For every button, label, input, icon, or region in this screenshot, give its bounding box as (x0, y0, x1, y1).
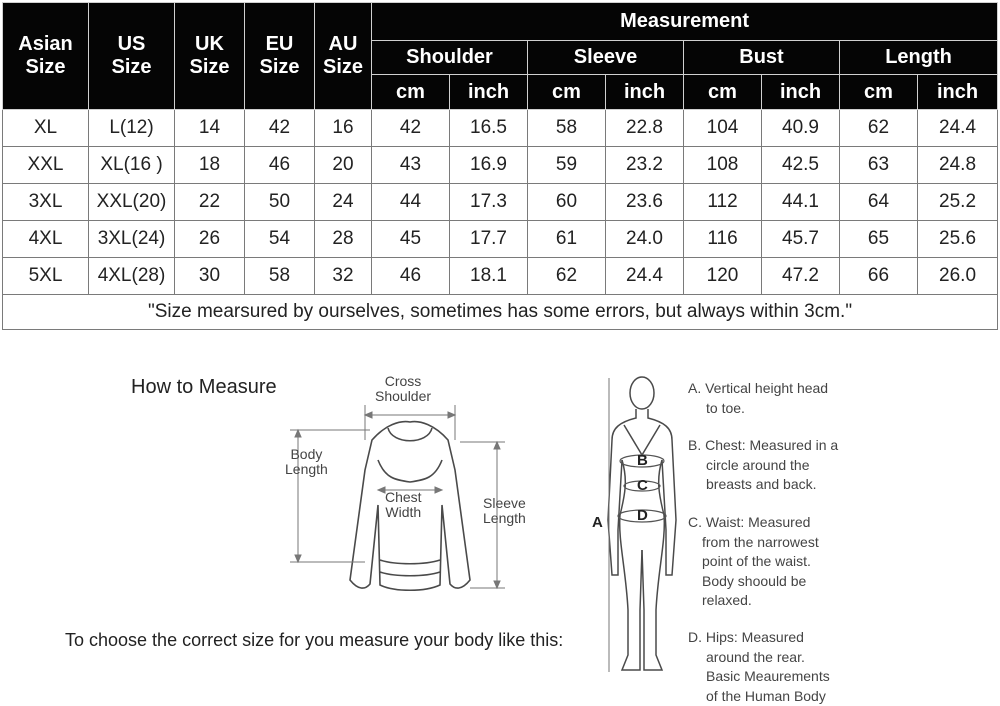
unit-header: cm (840, 75, 918, 110)
unit-header: inch (450, 75, 528, 110)
table-cell: 108 (684, 147, 762, 184)
header-uk-size: UK Size (175, 3, 245, 110)
unit-header: inch (606, 75, 684, 110)
table-cell: 45 (372, 221, 450, 258)
table-cell: 58 (528, 110, 606, 147)
table-cell: 104 (684, 110, 762, 147)
table-cell: 43 (372, 147, 450, 184)
choose-size-instruction: To choose the correct size for you measure your body like this: (65, 630, 564, 650)
header-eu-size: EU Size (245, 3, 315, 110)
table-cell: 20 (315, 147, 372, 184)
table-cell: 4XL(28) (89, 258, 175, 295)
table-cell: 23.2 (606, 147, 684, 184)
table-cell: 44 (372, 184, 450, 221)
sleeve-length-label: Sleeve Length (483, 495, 526, 526)
unit-header: cm (372, 75, 450, 110)
table-cell: 23.6 (606, 184, 684, 221)
unit-header: inch (918, 75, 998, 110)
table-cell: 16.9 (450, 147, 528, 184)
body-length-label: Body Length (285, 446, 328, 477)
table-cell: 16.5 (450, 110, 528, 147)
note-a: A. Vertical height head to toe. (688, 380, 829, 416)
table-cell: XXL (3, 147, 89, 184)
table-cell: 42.5 (762, 147, 840, 184)
table-cell: 42 (372, 110, 450, 147)
table-cell: 18 (175, 147, 245, 184)
table-cell: 61 (528, 221, 606, 258)
table-cell: XL (3, 110, 89, 147)
table-cell: 120 (684, 258, 762, 295)
header-us-size: US Size (89, 3, 175, 110)
table-cell: 22.8 (606, 110, 684, 147)
cross-shoulder-label: Cross Shoulder (375, 373, 432, 404)
table-cell: 17.7 (450, 221, 528, 258)
letter-b: B (637, 452, 648, 469)
letter-a: A (592, 514, 603, 531)
table-cell: 26 (175, 221, 245, 258)
table-cell: 24.8 (918, 147, 998, 184)
table-cell: 5XL (3, 258, 89, 295)
unit-header: cm (684, 75, 762, 110)
letter-c: C (637, 477, 648, 494)
table-cell: 63 (840, 147, 918, 184)
table-cell: 24.0 (606, 221, 684, 258)
table-cell: 64 (840, 184, 918, 221)
table-cell: 3XL (3, 184, 89, 221)
header-length: Length (840, 41, 998, 75)
table-cell: 25.6 (918, 221, 998, 258)
table-cell: 44.1 (762, 184, 840, 221)
table-cell: 62 (840, 110, 918, 147)
table-cell: 24.4 (918, 110, 998, 147)
unit-header: inch (762, 75, 840, 110)
header-bust: Bust (684, 41, 840, 75)
table-cell: 112 (684, 184, 762, 221)
header-au-size: AU Size (315, 3, 372, 110)
table-cell: 3XL(24) (89, 221, 175, 258)
header-sleeve: Sleeve (528, 41, 684, 75)
table-cell: 40.9 (762, 110, 840, 147)
letter-d: D (637, 507, 648, 524)
table-cell: 45.7 (762, 221, 840, 258)
header-asian-size: Asian Size (3, 3, 89, 110)
size-note: "Size mearsured by ourselves, sometimes has some errors, but always within 3cm." (3, 295, 998, 330)
table-cell: 46 (372, 258, 450, 295)
note-d: D. Hips: Measured around the rear. Basic Meaurements of the Human Body (688, 629, 830, 704)
table-cell: 24.4 (606, 258, 684, 295)
table-cell: 42 (245, 110, 315, 147)
note-b: B. Chest: Measured in a circle around the breasts and back. (688, 437, 839, 492)
table-cell: 50 (245, 184, 315, 221)
table-cell: 17.3 (450, 184, 528, 221)
table-cell: 54 (245, 221, 315, 258)
how-to-measure-title: How to Measure (131, 376, 277, 398)
header-shoulder: Shoulder (372, 41, 528, 75)
table-cell: 24 (315, 184, 372, 221)
table-cell: 14 (175, 110, 245, 147)
table-cell: 30 (175, 258, 245, 295)
table-cell: XXL(20) (89, 184, 175, 221)
note-c: C. Waist: Measured from the narrowest point of the waist. Body shoould be relaxed. (688, 514, 819, 608)
table-cell: 32 (315, 258, 372, 295)
table-cell: L(12) (89, 110, 175, 147)
unit-header: cm (528, 75, 606, 110)
table-cell: XL(16 ) (89, 147, 175, 184)
table-cell: 22 (175, 184, 245, 221)
header-measurement: Measurement (372, 3, 998, 41)
table-cell: 26.0 (918, 258, 998, 295)
table-cell: 66 (840, 258, 918, 295)
table-cell: 58 (245, 258, 315, 295)
table-cell: 65 (840, 221, 918, 258)
table-cell: 62 (528, 258, 606, 295)
table-cell: 116 (684, 221, 762, 258)
table-cell: 47.2 (762, 258, 840, 295)
table-cell: 25.2 (918, 184, 998, 221)
table-cell: 28 (315, 221, 372, 258)
chest-width-label: Chest Width (385, 489, 422, 520)
table-cell: 59 (528, 147, 606, 184)
table-cell: 46 (245, 147, 315, 184)
table-cell: 18.1 (450, 258, 528, 295)
table-cell: 60 (528, 184, 606, 221)
table-cell: 4XL (3, 221, 89, 258)
table-cell: 16 (315, 110, 372, 147)
